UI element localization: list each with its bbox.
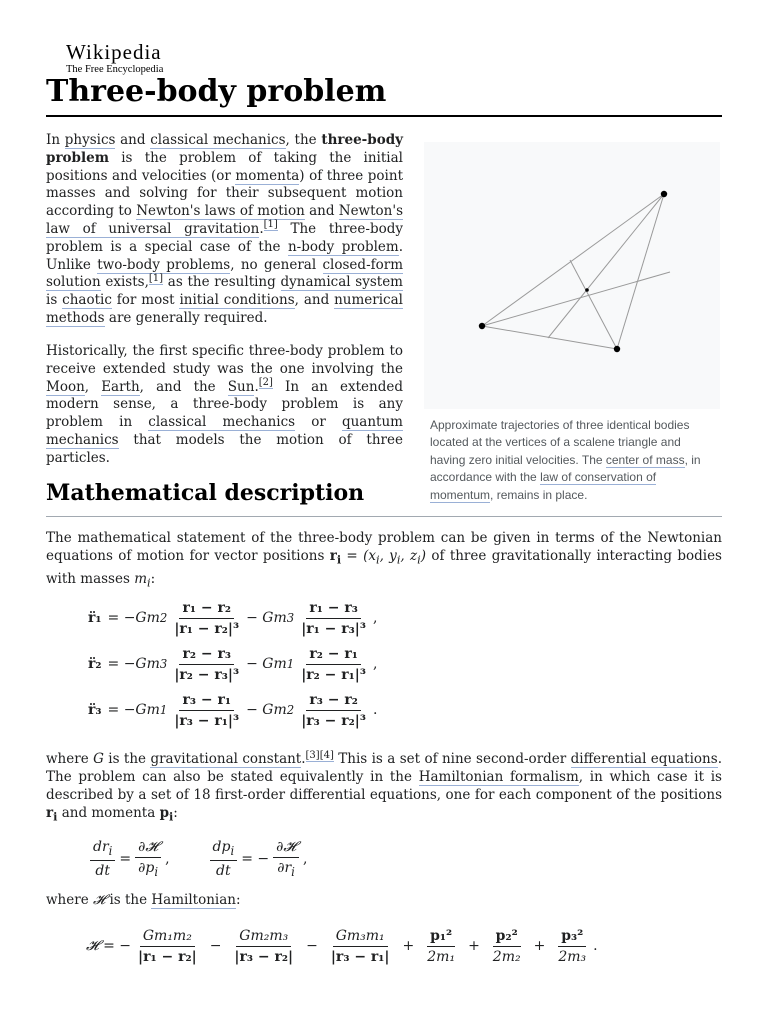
math-subscript: i <box>396 553 401 567</box>
eq-subscript: 3 <box>159 657 168 671</box>
fraction-numerator: r₁ − r₂ <box>179 600 234 619</box>
eq-subscript: 1 <box>159 703 168 717</box>
text: , and <box>294 292 335 309</box>
text: is the <box>105 892 152 908</box>
eq-subscript: 3 <box>286 611 295 625</box>
citation-ref[interactable]: [1] <box>148 272 164 284</box>
fraction-numerator: p₁² <box>427 928 455 947</box>
link-hamiltonian[interactable]: Hamiltonian <box>151 892 236 908</box>
inline-math: 𝓗 <box>92 892 106 908</box>
title-divider <box>46 115 722 117</box>
math-symbol: , z <box>400 548 418 564</box>
math-symbol: ∂p <box>138 860 155 877</box>
link-gravitational-constant[interactable]: gravitational constant <box>150 751 302 767</box>
hamiltonian-equation <box>86 922 598 970</box>
link-earth[interactable]: Earth <box>101 378 140 395</box>
math-intro-paragraph <box>46 529 722 592</box>
fraction-numerator: r₂ − r₃ <box>179 646 234 665</box>
fraction-numerator: r₁ − r₃ <box>306 600 361 619</box>
wikipedia-logo[interactable] <box>66 41 196 75</box>
text: for most <box>111 292 180 309</box>
fraction-denominator: 2m₂ <box>492 948 521 965</box>
fraction-denominator: |r₂ − r₃|³ <box>174 666 240 683</box>
fraction-denominator: |r₃ − r₂| <box>234 948 294 965</box>
intro-paragraph <box>46 132 403 328</box>
eq-subscript: 1 <box>286 657 295 671</box>
text: are generally required. <box>104 309 268 326</box>
text: . <box>254 378 259 395</box>
history-paragraph <box>46 343 403 468</box>
link-physics[interactable]: physics <box>64 132 116 148</box>
trajectory-line <box>570 260 617 349</box>
fraction <box>273 839 299 879</box>
text: exists, <box>100 274 149 291</box>
link-dynamical-system[interactable]: dynamical system <box>280 274 403 291</box>
inline-math <box>329 548 427 567</box>
link-classical-mechanics[interactable]: classical mechanics <box>148 414 296 431</box>
fraction <box>135 928 200 965</box>
inline-math: p <box>159 805 170 821</box>
math-subscript: i <box>291 864 295 879</box>
fraction <box>135 839 161 879</box>
text: of three gravitationally interacting bodies with masses <box>46 548 722 587</box>
hamilton-equations <box>86 835 307 883</box>
page-title: Three-body problem <box>46 74 387 109</box>
math-symbol: dp <box>212 839 231 856</box>
eq-operator: = −Gm <box>107 610 160 626</box>
text: . The problem can also be stated equivalently in the <box>46 751 722 785</box>
eq-operator: + <box>468 938 480 954</box>
link-newtons-laws[interactable]: Newton's laws of motion <box>136 203 305 220</box>
citation-ref[interactable]: [3][4] <box>305 749 334 761</box>
differential-equations-paragraph <box>46 750 722 826</box>
body-marker <box>614 346 620 352</box>
text: In an extended modern sense, a three-body problem is any problem in <box>46 378 403 431</box>
fraction-numerator <box>210 839 238 861</box>
math-symbol: = (x <box>341 548 376 564</box>
math-subscript: i <box>147 576 151 590</box>
text: , no general <box>230 256 323 273</box>
fraction-denominator: 2m₁ <box>427 948 456 965</box>
trajectory-diagram <box>424 142 720 409</box>
section-heading: Mathematical description <box>46 480 365 506</box>
text: ) of three point masses and solving for their subsequent motion according to <box>46 167 403 220</box>
fraction-numerator: p₂² <box>493 928 521 947</box>
text: , in accordance with the <box>430 452 701 485</box>
eq-operator: = −Gm <box>107 702 160 718</box>
eq-operator: − Gm <box>246 656 287 672</box>
math-subscript: i <box>108 843 113 858</box>
link-two-body[interactable]: two-body problems <box>97 256 231 273</box>
fraction-numerator: p₃² <box>558 928 586 947</box>
text: and <box>304 203 339 220</box>
link-closed-form[interactable]: closed-form solution <box>46 256 404 291</box>
text: The three-body problem is a special case of the <box>46 220 403 255</box>
link-chaotic[interactable]: chaotic <box>62 292 112 309</box>
citation-ref[interactable]: [2] <box>258 377 273 389</box>
fraction-denominator <box>274 858 298 879</box>
equation-row-3 <box>88 686 377 734</box>
text: where <box>46 751 94 767</box>
eq-punctuation: . <box>593 938 598 954</box>
section-divider <box>46 516 722 517</box>
text: , <box>84 378 102 395</box>
eq-operator: = <box>119 851 132 867</box>
math-subscript: i <box>230 843 235 858</box>
eq-lhs: r̈₁ <box>88 610 102 626</box>
fraction-numerator: Gm₃m₁ <box>333 928 388 947</box>
link-initial-conditions[interactable]: initial conditions <box>179 292 295 309</box>
body-marker <box>479 323 485 329</box>
math-subscript: i <box>169 809 174 824</box>
eq-punctuation: , <box>373 610 378 626</box>
center-of-mass-marker <box>585 288 589 292</box>
text: : <box>235 892 241 908</box>
math-symbol: , y <box>379 548 397 564</box>
fraction-numerator: r₂ − r₁ <box>306 646 361 665</box>
math-subscript: i <box>375 553 380 567</box>
trajectory-line <box>617 194 664 349</box>
fraction <box>328 928 393 965</box>
text: , and the <box>139 378 228 395</box>
text: is <box>46 292 63 309</box>
figure-caption <box>424 417 716 504</box>
fraction-denominator: |r₃ − r₁|³ <box>174 712 240 729</box>
math-subscript: i <box>336 552 342 567</box>
text: . <box>259 220 264 237</box>
eq-lhs: r̈₂ <box>88 656 102 672</box>
fraction-denominator: |r₃ − r₂|³ <box>301 712 366 729</box>
fraction-denominator: 2m₃ <box>558 948 587 965</box>
fraction <box>90 839 115 879</box>
fraction <box>555 928 589 965</box>
trajectory-line <box>482 326 617 349</box>
eq-operator: = − <box>241 851 270 867</box>
text: Historically, the first specific three-body problem to receive extended study was the one involving the <box>46 343 403 377</box>
bold-term: three-body problem <box>46 132 404 166</box>
fraction <box>231 928 296 965</box>
eq-punctuation: . <box>373 702 378 718</box>
eq-operator: − <box>306 938 318 954</box>
fraction-denominator: dt <box>216 862 231 879</box>
inline-math <box>134 570 151 590</box>
eq-punctuation: , <box>373 656 378 672</box>
fraction <box>298 692 369 729</box>
eq-operator: + <box>533 938 546 954</box>
fraction-numerator: Gm₂m₃ <box>236 928 291 947</box>
equation-row-2 <box>88 640 377 688</box>
citation-ref[interactable]: [1] <box>263 219 278 231</box>
infobox <box>424 142 722 504</box>
fraction-numerator: Gm₁m₂ <box>140 928 195 947</box>
fraction-denominator <box>135 858 161 879</box>
fraction-numerator: r₃ − r₂ <box>306 692 361 711</box>
fraction-denominator: |r₃ − r₁| <box>330 948 390 965</box>
fraction <box>171 646 242 683</box>
hamiltonian-intro <box>46 891 722 909</box>
link-numerical-methods[interactable]: numerical methods <box>46 292 403 326</box>
eq-operator: − Gm <box>246 610 287 626</box>
fraction-numerator: ∂𝓗 <box>273 839 299 858</box>
math-symbol: ∂r <box>277 860 292 877</box>
eq-operator: − <box>209 938 222 954</box>
text: , the <box>285 132 322 148</box>
text: where <box>46 892 93 908</box>
text: Approximate trajectories of three identical bodies located at the vertices of a scalene triangle and having zero initial velocities. The <box>430 418 690 467</box>
text: The mathematical statement of the three-body problem can be given in terms of the Newtonian equations of motion for vector positions <box>46 530 722 564</box>
fraction-numerator: r₃ − r₁ <box>179 692 234 711</box>
fraction-numerator <box>90 839 115 861</box>
link-hamiltonian-formalism[interactable]: Hamiltonian formalism <box>418 769 579 785</box>
math-subscript: i <box>53 809 58 824</box>
body-marker <box>661 191 667 197</box>
link-quantum-mechanics[interactable]: quantum mechanics <box>46 414 403 448</box>
link-conservation-of-momentum[interactable]: law of conservation of momentum <box>430 470 657 502</box>
math-subscript: i <box>154 864 159 879</box>
math-symbol: m <box>134 570 148 587</box>
text: and momenta <box>57 805 160 821</box>
eq-subscript: 2 <box>159 611 168 625</box>
inline-math: G <box>93 751 104 767</box>
link-classical-mechanics[interactable]: classical mechanics <box>150 132 286 148</box>
fraction <box>490 928 524 965</box>
equation-row-1 <box>88 594 377 642</box>
link-n-body[interactable]: n-body problem <box>287 238 399 255</box>
fraction <box>424 928 458 965</box>
fraction <box>298 646 369 683</box>
text: or <box>295 414 342 431</box>
eq-operator: − Gm <box>246 702 287 718</box>
fraction-denominator: |r₂ − r₁|³ <box>301 666 366 683</box>
fraction-numerator: ∂𝓗 <box>135 839 161 858</box>
logo-wordmark: Wikipedia <box>66 40 162 64</box>
eq-operator: = −Gm <box>107 656 160 672</box>
link-momenta[interactable]: momenta <box>235 167 300 184</box>
eq-operator: + <box>402 938 415 954</box>
text: : <box>150 570 156 587</box>
trajectory-line <box>482 272 670 326</box>
eq-lhs: r̈₃ <box>88 702 102 718</box>
link-differential-equations[interactable]: differential equations <box>570 751 718 767</box>
text: , remains in place. <box>490 487 588 502</box>
link-sun[interactable]: Sun <box>227 378 255 395</box>
trajectory-figure[interactable] <box>424 142 720 409</box>
math-symbol: dr <box>93 839 109 856</box>
fraction <box>298 600 369 637</box>
text: . Unlike <box>46 238 403 273</box>
fraction <box>171 692 242 729</box>
text: In <box>46 132 65 148</box>
text: . <box>301 751 306 767</box>
fraction-denominator: |r₁ − r₂|³ <box>174 620 240 637</box>
fraction <box>171 600 242 637</box>
link-center-of-mass[interactable]: center of mass <box>605 452 685 467</box>
eq-subscript: 2 <box>286 703 295 717</box>
eq-punctuation: , <box>302 851 308 867</box>
text: is the problem of taking the initial positions and velocities (or <box>46 149 403 184</box>
text: is the <box>103 751 151 767</box>
fraction-denominator: |r₁ − r₂| <box>138 948 197 965</box>
text: as the resulting <box>163 274 281 291</box>
text: This is a set of nine second-order <box>333 751 571 767</box>
fraction-denominator: dt <box>95 862 110 879</box>
text: , in which case it is described by a set of 18 first-order differential equations, one for each component of the positions <box>46 769 722 803</box>
text: and <box>115 132 151 148</box>
link-newtons-gravitation[interactable]: Newton's law of universal gravitation <box>46 203 403 237</box>
math-symbol: r <box>329 548 337 564</box>
eq-punctuation: , <box>165 851 170 867</box>
link-moon[interactable]: Moon <box>46 378 85 395</box>
math-subscript: i <box>417 553 421 567</box>
text: : <box>173 805 178 821</box>
fraction <box>210 839 238 879</box>
text: that models the motion of three particles. <box>46 431 403 466</box>
math-symbol: ) <box>420 548 427 564</box>
inline-math: r <box>46 805 54 821</box>
eq-lhs: 𝓗 = − <box>86 938 131 954</box>
logo-tagline: The Free Encyclopedia <box>66 64 164 75</box>
fraction-denominator: |r₁ − r₃|³ <box>301 620 366 637</box>
